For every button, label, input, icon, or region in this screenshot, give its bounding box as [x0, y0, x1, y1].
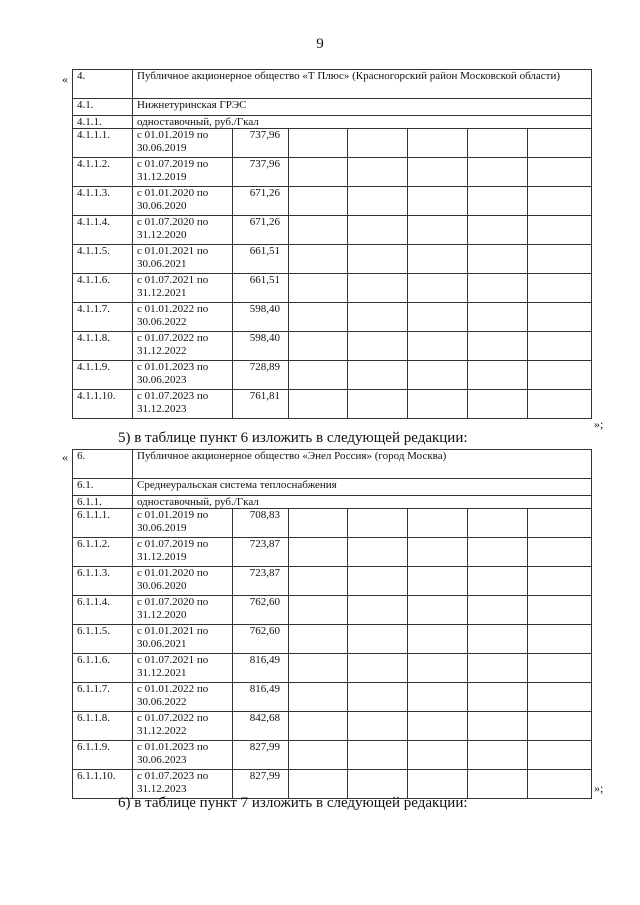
empty-cell	[468, 129, 528, 158]
row-number: 6.1.1.3.	[73, 567, 133, 596]
row-number: 6.1.1.4.	[73, 596, 133, 625]
empty-cell	[528, 741, 592, 770]
row-period: с 01.01.2022 по 30.06.2022	[133, 683, 233, 712]
empty-cell	[289, 683, 348, 712]
row-value: 708,83	[233, 509, 289, 538]
row-number: 4.1.1.9.	[73, 361, 133, 390]
row-number: 4.1.1.1.	[73, 129, 133, 158]
empty-cell	[289, 274, 348, 303]
row-value: 661,51	[233, 274, 289, 303]
table-row	[73, 361, 592, 390]
page-number: 9	[316, 36, 324, 52]
row-number: 4.1.1.7.	[73, 303, 133, 332]
empty-cell	[289, 654, 348, 683]
empty-cell	[408, 361, 468, 390]
empty-cell	[289, 390, 348, 419]
opening-quote: «	[62, 72, 68, 86]
table-row	[73, 274, 592, 303]
row-number: 4.1.1.6.	[73, 274, 133, 303]
row-value: 598,40	[233, 303, 289, 332]
empty-cell	[468, 216, 528, 245]
row-period: с 01.07.2020 по 31.12.2020	[133, 216, 233, 245]
instruction-item-6: 6) в таблице пункт 7 изложить в следующей редакции:	[118, 795, 468, 811]
empty-cell	[408, 390, 468, 419]
empty-cell	[468, 390, 528, 419]
row-number: 6.1.1.7.	[73, 683, 133, 712]
empty-cell	[408, 509, 468, 538]
row-period: с 01.07.2023 по 31.12.2023	[133, 770, 233, 799]
opening-quote: «	[62, 450, 68, 464]
row-value: 762,60	[233, 596, 289, 625]
table-row	[73, 303, 592, 332]
row-period: с 01.01.2020 по 30.06.2020	[133, 567, 233, 596]
row-value: 728,89	[233, 361, 289, 390]
table-row	[73, 158, 592, 187]
empty-cell	[348, 712, 408, 741]
empty-cell	[289, 509, 348, 538]
empty-cell	[289, 712, 348, 741]
row-number: 4.1.1.2.	[73, 158, 133, 187]
section-number: 4.	[73, 70, 133, 99]
rate-number: 4.1.1.	[73, 116, 133, 129]
table-row	[73, 390, 592, 419]
empty-cell	[289, 245, 348, 274]
empty-cell	[468, 361, 528, 390]
empty-cell	[408, 712, 468, 741]
empty-cell	[408, 596, 468, 625]
empty-cell	[289, 129, 348, 158]
empty-cell	[348, 361, 408, 390]
row-value: 671,26	[233, 216, 289, 245]
subsection-number: 6.1.	[73, 479, 133, 496]
empty-cell	[468, 770, 528, 799]
empty-cell	[408, 216, 468, 245]
empty-cell	[408, 187, 468, 216]
empty-cell	[468, 332, 528, 361]
empty-cell	[408, 654, 468, 683]
empty-cell	[348, 332, 408, 361]
row-number: 4.1.1.4.	[73, 216, 133, 245]
rate-number: 6.1.1.	[73, 496, 133, 509]
table-body	[73, 129, 592, 419]
row-value: 842,68	[233, 712, 289, 741]
empty-cell	[528, 625, 592, 654]
empty-cell	[468, 538, 528, 567]
row-number: 6.1.1.5.	[73, 625, 133, 654]
empty-cell	[348, 158, 408, 187]
empty-cell	[528, 187, 592, 216]
row-period: с 01.07.2020 по 31.12.2020	[133, 596, 233, 625]
rate-name: одноставочный, руб./Гкал	[133, 116, 592, 129]
row-period: с 01.01.2021 по 30.06.2021	[133, 245, 233, 274]
row-value: 671,26	[233, 187, 289, 216]
empty-cell	[528, 390, 592, 419]
empty-cell	[468, 712, 528, 741]
empty-cell	[528, 654, 592, 683]
empty-cell	[348, 654, 408, 683]
tariff-table-enel	[72, 449, 592, 799]
empty-cell	[528, 567, 592, 596]
empty-cell	[528, 596, 592, 625]
empty-cell	[468, 245, 528, 274]
empty-cell	[468, 683, 528, 712]
empty-cell	[408, 741, 468, 770]
row-value: 737,96	[233, 129, 289, 158]
empty-cell	[528, 712, 592, 741]
empty-cell	[348, 741, 408, 770]
organization-name: Публичное акционерное общество «Энел Россия» (город Москва)	[133, 450, 592, 479]
empty-cell	[289, 741, 348, 770]
empty-cell	[528, 332, 592, 361]
empty-cell	[348, 509, 408, 538]
table-body	[73, 509, 592, 799]
row-number: 4.1.1.8.	[73, 332, 133, 361]
row-period: с 01.07.2021 по 31.12.2021	[133, 274, 233, 303]
table-row	[73, 129, 592, 158]
row-number: 4.1.1.3.	[73, 187, 133, 216]
instruction-item-5: 5) в таблице пункт 6 изложить в следующей редакции:	[118, 430, 468, 446]
row-value: 661,51	[233, 245, 289, 274]
row-number: 6.1.1.1.	[73, 509, 133, 538]
table-row	[73, 596, 592, 625]
empty-cell	[408, 332, 468, 361]
empty-cell	[289, 332, 348, 361]
row-value: 737,96	[233, 158, 289, 187]
empty-cell	[348, 129, 408, 158]
empty-cell	[408, 303, 468, 332]
row-period: с 01.07.2021 по 31.12.2021	[133, 654, 233, 683]
empty-cell	[408, 129, 468, 158]
table-row	[73, 509, 592, 538]
empty-cell	[468, 158, 528, 187]
empty-cell	[348, 303, 408, 332]
empty-cell	[528, 361, 592, 390]
row-period: с 01.01.2019 по 30.06.2019	[133, 509, 233, 538]
table-row	[73, 332, 592, 361]
empty-cell	[528, 770, 592, 799]
empty-cell	[289, 303, 348, 332]
empty-cell	[348, 187, 408, 216]
empty-cell	[468, 509, 528, 538]
row-value: 816,49	[233, 654, 289, 683]
subsection-number: 4.1.	[73, 99, 133, 116]
subsection-name: Нижнетуринская ГРЭС	[133, 99, 592, 116]
empty-cell	[528, 216, 592, 245]
empty-cell	[468, 274, 528, 303]
empty-cell	[468, 567, 528, 596]
row-value: 827,99	[233, 741, 289, 770]
empty-cell	[348, 625, 408, 654]
table-row	[73, 741, 592, 770]
empty-cell	[289, 216, 348, 245]
row-number: 6.1.1.6.	[73, 654, 133, 683]
empty-cell	[468, 741, 528, 770]
empty-cell	[289, 538, 348, 567]
row-period: с 01.01.2022 по 30.06.2022	[133, 303, 233, 332]
row-value: 827,99	[233, 770, 289, 799]
empty-cell	[348, 596, 408, 625]
empty-cell	[289, 187, 348, 216]
row-number: 6.1.1.2.	[73, 538, 133, 567]
closing-quote: »;	[594, 417, 604, 431]
table-row	[73, 187, 592, 216]
row-period: с 01.01.2023 по 30.06.2023	[133, 361, 233, 390]
organization-name: Публичное акционерное общество «Т Плюс» (Красногорский район Московской области)	[133, 70, 592, 99]
row-period: с 01.01.2019 по 30.06.2019	[133, 129, 233, 158]
empty-cell	[348, 538, 408, 567]
empty-cell	[289, 625, 348, 654]
row-number: 4.1.1.5.	[73, 245, 133, 274]
table-row	[73, 654, 592, 683]
empty-cell	[348, 245, 408, 274]
empty-cell	[468, 654, 528, 683]
table-row	[73, 712, 592, 741]
row-number: 6.1.1.9.	[73, 741, 133, 770]
row-period: с 01.01.2023 по 30.06.2023	[133, 741, 233, 770]
empty-cell	[348, 567, 408, 596]
empty-cell	[348, 274, 408, 303]
tariff-table-t-plus	[72, 69, 592, 419]
empty-cell	[408, 625, 468, 654]
row-period: с 01.07.2019 по 31.12.2019	[133, 538, 233, 567]
empty-cell	[528, 509, 592, 538]
table-row	[73, 683, 592, 712]
empty-cell	[408, 538, 468, 567]
empty-cell	[348, 390, 408, 419]
empty-cell	[468, 596, 528, 625]
table-row	[73, 245, 592, 274]
row-period: с 01.07.2022 по 31.12.2022	[133, 332, 233, 361]
row-period: с 01.01.2020 по 30.06.2020	[133, 187, 233, 216]
row-period: с 01.07.2019 по 31.12.2019	[133, 158, 233, 187]
empty-cell	[528, 245, 592, 274]
empty-cell	[408, 683, 468, 712]
row-value: 598,40	[233, 332, 289, 361]
empty-cell	[289, 361, 348, 390]
row-number: 4.1.1.10.	[73, 390, 133, 419]
empty-cell	[468, 625, 528, 654]
row-value: 723,87	[233, 538, 289, 567]
empty-cell	[528, 683, 592, 712]
empty-cell	[348, 216, 408, 245]
closing-quote: »;	[594, 781, 604, 795]
empty-cell	[468, 187, 528, 216]
table-row	[73, 567, 592, 596]
row-value: 723,87	[233, 567, 289, 596]
empty-cell	[528, 538, 592, 567]
row-period: с 01.07.2022 по 31.12.2022	[133, 712, 233, 741]
empty-cell	[348, 683, 408, 712]
empty-cell	[408, 245, 468, 274]
empty-cell	[408, 158, 468, 187]
empty-cell	[528, 274, 592, 303]
row-value: 816,49	[233, 683, 289, 712]
empty-cell	[408, 567, 468, 596]
empty-cell	[408, 274, 468, 303]
row-number: 6.1.1.10.	[73, 770, 133, 799]
row-number: 6.1.1.8.	[73, 712, 133, 741]
table-row	[73, 625, 592, 654]
empty-cell	[289, 567, 348, 596]
row-period: с 01.07.2023 по 31.12.2023	[133, 390, 233, 419]
empty-cell	[528, 303, 592, 332]
table-row	[73, 216, 592, 245]
row-period: с 01.01.2021 по 30.06.2021	[133, 625, 233, 654]
empty-cell	[289, 158, 348, 187]
empty-cell	[528, 158, 592, 187]
row-value: 761,81	[233, 390, 289, 419]
empty-cell	[289, 596, 348, 625]
empty-cell	[528, 129, 592, 158]
table-row	[73, 538, 592, 567]
empty-cell	[468, 303, 528, 332]
rate-name: одноставочный, руб./Гкал	[133, 496, 592, 509]
section-number: 6.	[73, 450, 133, 479]
row-value: 762,60	[233, 625, 289, 654]
subsection-name: Среднеуральская система теплоснабжения	[133, 479, 592, 496]
